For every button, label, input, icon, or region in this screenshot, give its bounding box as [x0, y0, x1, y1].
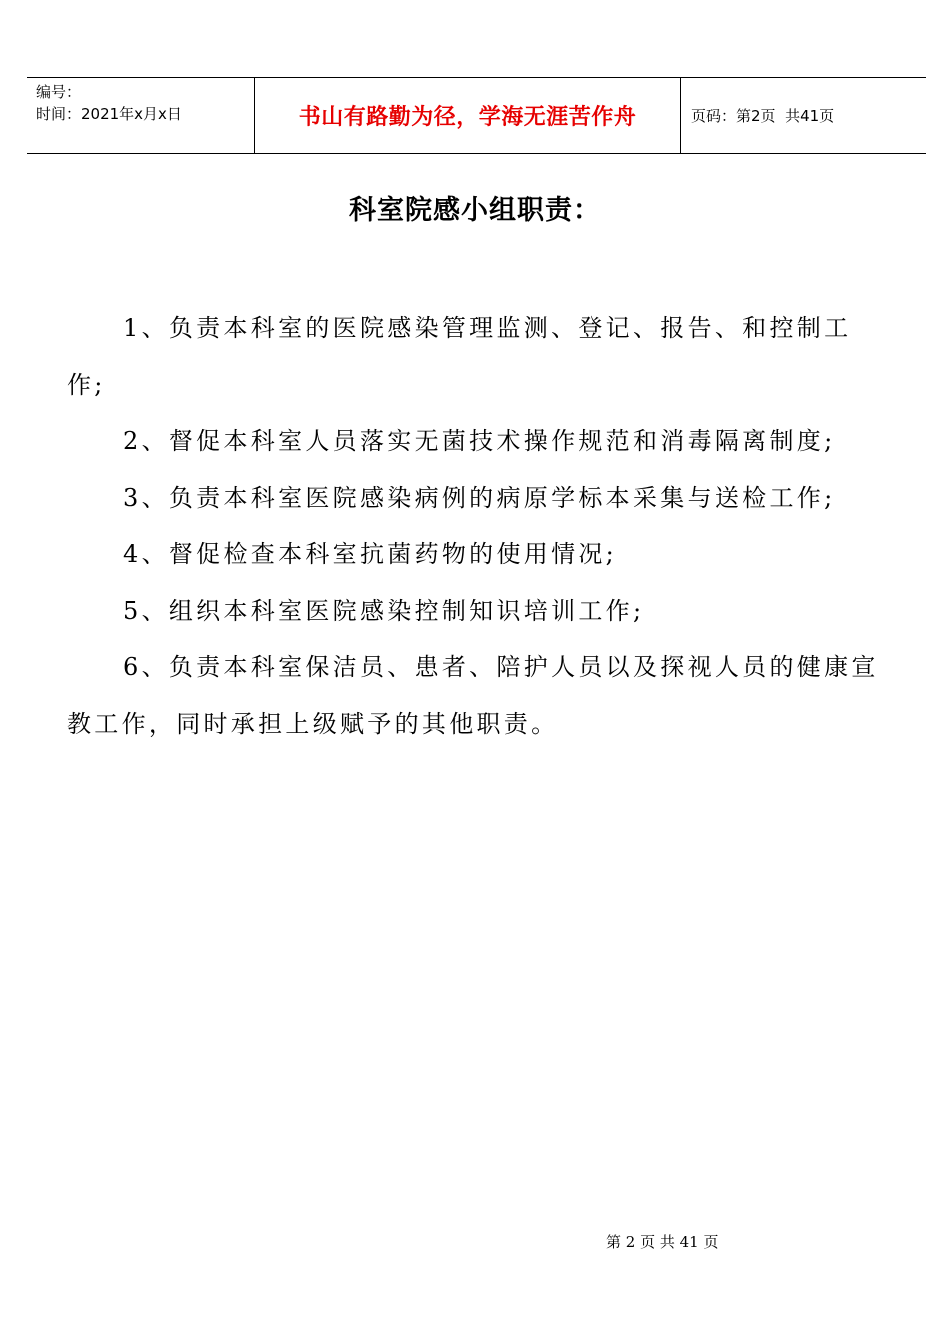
- duty-item: 2、督促本科室人员落实无菌技术操作规范和消毒隔离制度;: [123, 427, 836, 455]
- page-title: 科室院感小组职责：: [349, 195, 601, 226]
- footer-page-number: 第 2 页 共 41 页: [606, 1233, 719, 1251]
- duty-item: 3、负责本科室医院感染病例的病原学标本采集与送检工作;: [123, 483, 836, 512]
- document-time-label: 时间：2021年x月x日: [36, 105, 182, 123]
- document-number-label: 编号：: [36, 83, 82, 101]
- header-page-info: [681, 78, 926, 153]
- duty-item: 1、负责本科室的医院感染管理监测、登记、报告、和控制工作;: [67, 314, 852, 399]
- duty-item: 6、负责本科室保洁员、患者、陪护人员以及探视人员的健康宣教工作，同时承担上级赋予的其他职责。: [67, 653, 879, 738]
- header-meta: [27, 78, 255, 153]
- duty-item: 5、组织本科室医院感染控制知识培训工作;: [123, 596, 645, 625]
- duty-list: [67, 300, 885, 752]
- header-motto: 书山有路勤为径，学海无涯苦作舟: [255, 78, 681, 153]
- page-info-text: 页码：第2页 共41页: [691, 107, 835, 125]
- document-header: [27, 77, 926, 154]
- duty-item: 4、督促检查本科室抗菌药物的使用情况;: [123, 540, 618, 568]
